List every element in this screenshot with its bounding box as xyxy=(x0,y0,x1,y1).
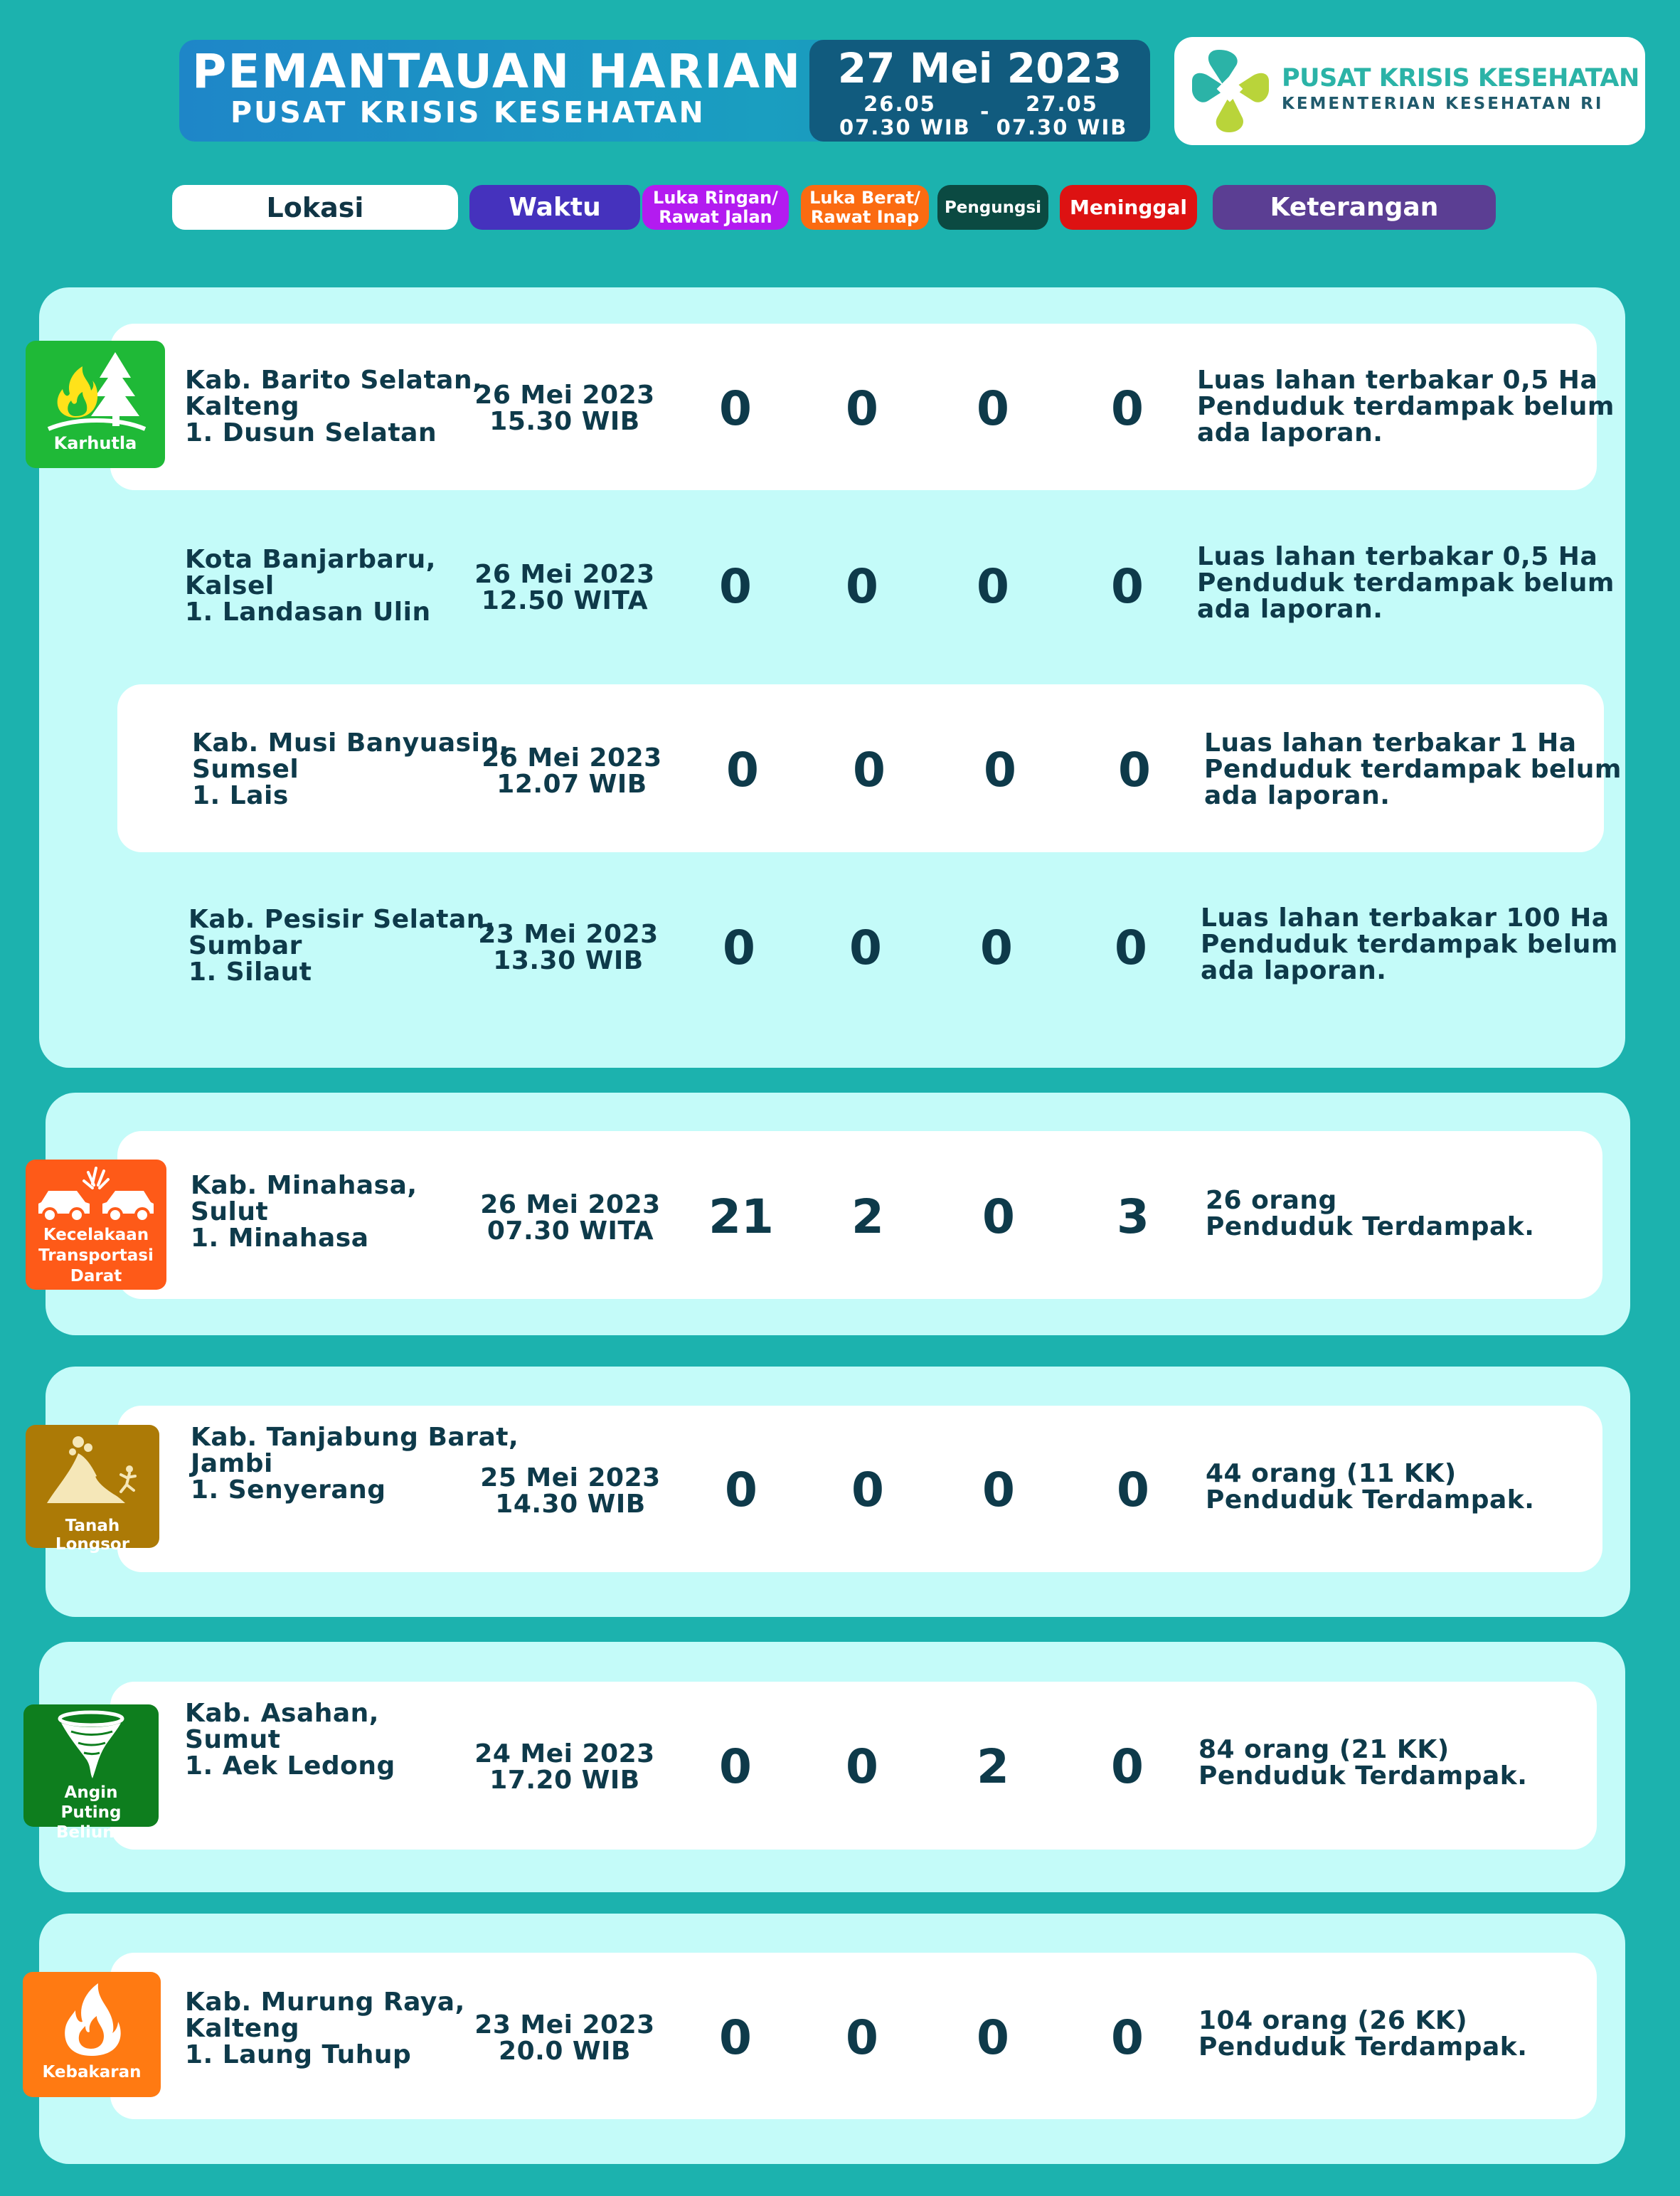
date-value: 23 Mei 2023 xyxy=(478,920,659,949)
location-line2: Sumbar xyxy=(188,931,302,960)
tornado-icon xyxy=(55,1710,127,1781)
range-end-time: 07.30 WIB xyxy=(996,115,1128,139)
meninggal-value: 0 xyxy=(1115,921,1147,975)
location-line3: 1. Dusun Selatan xyxy=(185,418,437,447)
row-location xyxy=(185,367,482,446)
range-separator: - xyxy=(980,100,989,124)
page-title: PEMANTAUAN HARIAN xyxy=(192,44,802,99)
location-line3: 1. Silaut xyxy=(188,958,312,987)
range-start-date: 26.05 xyxy=(863,92,936,116)
location-line2: Kalteng xyxy=(185,392,300,421)
luka-ringan-value: 0 xyxy=(726,743,759,797)
row-location xyxy=(185,1700,395,1779)
time-value: 17.20 WIB xyxy=(489,1766,640,1795)
meninggal-value: 0 xyxy=(1111,2010,1144,2065)
luka-ringan-value: 0 xyxy=(725,1463,757,1517)
keterangan-line2: Penduduk terdampak belum xyxy=(1204,755,1622,784)
keterangan-line1: 26 orang xyxy=(1206,1186,1337,1215)
row-time xyxy=(471,1465,670,1517)
logo-subtitle: KEMENTERIAN KESEHATAN RI xyxy=(1282,95,1604,113)
meninggal-value: 0 xyxy=(1111,381,1144,436)
date-value: 25 Mei 2023 xyxy=(480,1463,661,1492)
location-line2: Jambi xyxy=(191,1449,273,1478)
location-line1: Kab. Barito Selatan, xyxy=(185,366,483,395)
keterangan-line3: ada laporan. xyxy=(1197,418,1383,447)
row-keterangan xyxy=(1206,1187,1534,1240)
row-keterangan xyxy=(1197,367,1615,446)
keterangan-line1: Luas lahan terbakar 0,5 Ha xyxy=(1197,542,1598,571)
category-kebakaran xyxy=(23,1972,161,2097)
keterangan-line2: Penduduk Terdampak. xyxy=(1206,1212,1535,1241)
col-header-luka-ringan-line2: Rawat Jalan xyxy=(659,206,772,227)
row-time xyxy=(465,382,664,435)
location-line1: Kab. Minahasa, xyxy=(191,1171,418,1200)
location-line3: 1. Aek Ledong xyxy=(185,1751,395,1781)
row-keterangan xyxy=(1198,2007,1527,2060)
category-karhutla xyxy=(26,341,165,468)
location-line3: 1. Lais xyxy=(192,781,289,810)
range-start-time: 07.30 WIB xyxy=(839,115,971,139)
meninggal-value: 0 xyxy=(1111,1739,1144,1794)
row-location xyxy=(185,546,436,625)
row-location xyxy=(185,1989,465,2068)
keterangan-line2: Penduduk terdampak belum xyxy=(1201,930,1618,959)
keterangan-line1: 44 orang (11 KK) xyxy=(1206,1459,1457,1488)
pengungsi-value: 0 xyxy=(977,381,1009,436)
cross-logo-icon xyxy=(1186,44,1275,138)
time-value: 07.30 WITA xyxy=(487,1216,654,1246)
pengungsi-value: 0 xyxy=(982,1189,1015,1244)
col-header-luka-berat xyxy=(801,185,929,230)
row-keterangan xyxy=(1206,1460,1534,1513)
keterangan-line2: Penduduk Terdampak. xyxy=(1198,1761,1528,1791)
row-keterangan xyxy=(1204,730,1622,809)
luka-berat-value: 0 xyxy=(849,921,882,975)
col-header-lokasi: Lokasi xyxy=(172,185,458,230)
location-line1: Kota Banjarbaru, xyxy=(185,545,436,574)
page-subtitle: PUSAT KRISIS KESEHATAN xyxy=(230,95,706,129)
col-header-luka-berat-line1: Luka Berat/ xyxy=(809,187,920,208)
row-time xyxy=(472,745,671,797)
category-label: Kebakaran xyxy=(42,2063,142,2081)
luka-ringan-value: 0 xyxy=(719,559,752,614)
meninggal-value: 0 xyxy=(1118,743,1151,797)
category-longsor xyxy=(26,1425,159,1554)
category-label: Karhutla xyxy=(53,433,137,453)
category-angin xyxy=(23,1704,159,1842)
luka-ringan-value: 0 xyxy=(719,1739,752,1794)
keterangan-line1: 104 orang (26 KK) xyxy=(1198,2006,1468,2035)
row-time xyxy=(465,2012,664,2064)
meninggal-value: 0 xyxy=(1117,1463,1149,1517)
time-value: 13.30 WIB xyxy=(493,946,644,975)
col-header-luka-ringan xyxy=(642,185,789,230)
col-header-luka-berat-line2: Rawat Inap xyxy=(810,206,920,227)
forest-fire-icon xyxy=(47,349,147,433)
car-crash-icon xyxy=(36,1167,156,1226)
pengungsi-value: 2 xyxy=(977,1739,1009,1794)
location-line1: Kab. Murung Raya, xyxy=(185,1988,465,2017)
location-line3: 1. Senyerang xyxy=(191,1475,386,1505)
luka-ringan-value: 0 xyxy=(719,381,752,436)
col-header-keterangan: Keterangan xyxy=(1213,185,1496,230)
range-end-date: 27.05 xyxy=(1026,92,1098,116)
range-end xyxy=(994,92,1129,139)
location-line2: Sumsel xyxy=(192,755,299,784)
category-kecelakaan xyxy=(26,1160,166,1290)
row-keterangan xyxy=(1197,543,1615,622)
luka-berat-value: 0 xyxy=(846,2010,878,2065)
date-value: 26 Mei 2023 xyxy=(480,1190,661,1219)
luka-ringan-value: 21 xyxy=(708,1189,774,1244)
location-line2: Kalteng xyxy=(185,2014,300,2043)
luka-berat-value: 0 xyxy=(853,743,886,797)
location-line2: Sumut xyxy=(185,1725,281,1754)
category-label xyxy=(23,1783,159,1842)
category-label-line1: Kecelakaan xyxy=(43,1226,149,1244)
luka-berat-value: 2 xyxy=(851,1189,884,1244)
location-line2: Sulut xyxy=(191,1197,269,1226)
keterangan-line3: ada laporan. xyxy=(1197,595,1383,624)
row-time xyxy=(471,1192,670,1244)
time-value: 15.30 WIB xyxy=(489,407,640,436)
category-label-line1: Angin xyxy=(64,1783,118,1802)
keterangan-line1: Luas lahan terbakar 1 Ha xyxy=(1204,728,1577,758)
date-value: 26 Mei 2023 xyxy=(474,560,655,589)
keterangan-line1: Luas lahan terbakar 0,5 Ha xyxy=(1197,366,1598,395)
meninggal-value: 3 xyxy=(1117,1189,1149,1244)
time-value: 12.07 WIB xyxy=(496,770,647,799)
category-label-line2: Puting Beliung xyxy=(55,1803,127,1842)
pengungsi-value: 0 xyxy=(982,1463,1015,1517)
row-keterangan xyxy=(1198,1736,1527,1789)
luka-berat-value: 0 xyxy=(846,559,878,614)
row-location xyxy=(188,906,495,985)
location-line1: Kab. Asahan, xyxy=(185,1699,379,1728)
date-value: 23 Mei 2023 xyxy=(474,2010,655,2039)
row-time xyxy=(465,561,664,614)
category-label-line2: Transportasi xyxy=(38,1246,154,1265)
row-keterangan xyxy=(1201,905,1618,984)
landslide-icon xyxy=(43,1432,144,1510)
location-line1: Kab. Musi Banyuasin, xyxy=(192,728,509,758)
row-location xyxy=(191,1424,519,1503)
keterangan-line2: Penduduk Terdampak. xyxy=(1206,1485,1535,1515)
time-value: 14.30 WIB xyxy=(495,1490,646,1519)
report-date: 27 Mei 2023 xyxy=(837,44,1122,92)
keterangan-line2: Penduduk terdampak belum xyxy=(1197,392,1615,421)
pengungsi-value: 0 xyxy=(977,2010,1009,2065)
row-location xyxy=(192,730,509,809)
location-line1: Kab. Tanjabung Barat, xyxy=(191,1423,519,1452)
time-value: 12.50 WITA xyxy=(481,586,649,615)
category-label-line3: Darat xyxy=(70,1267,122,1285)
time-value: 20.0 WIB xyxy=(499,2037,631,2066)
keterangan-line3: ada laporan. xyxy=(1204,781,1391,810)
luka-berat-value: 0 xyxy=(851,1463,884,1517)
luka-berat-value: 0 xyxy=(846,1739,878,1794)
pengungsi-value: 0 xyxy=(977,559,1009,614)
category-label: Tanah Longsor xyxy=(55,1517,130,1554)
location-line3: 1. Minahasa xyxy=(191,1224,369,1253)
logo-title: PUSAT KRISIS KESEHATAN xyxy=(1282,64,1639,92)
keterangan-line1: Luas lahan terbakar 100 Ha xyxy=(1201,903,1610,933)
keterangan-line2: Penduduk terdampak belum xyxy=(1197,568,1615,598)
fire-icon xyxy=(60,1980,124,2059)
col-header-waktu: Waktu xyxy=(469,185,640,230)
keterangan-line3: ada laporan. xyxy=(1201,956,1387,985)
pengungsi-value: 0 xyxy=(984,743,1016,797)
location-line1: Kab. Pesisir Selatan, xyxy=(188,905,496,934)
col-header-meninggal: Meninggal xyxy=(1060,185,1197,230)
location-line3: 1. Laung Tuhup xyxy=(185,2040,412,2069)
date-value: 26 Mei 2023 xyxy=(474,381,655,410)
pengungsi-value: 0 xyxy=(980,921,1013,975)
luka-berat-value: 0 xyxy=(846,381,878,436)
keterangan-line1: 84 orang (21 KK) xyxy=(1198,1735,1450,1764)
keterangan-line2: Penduduk Terdampak. xyxy=(1198,2032,1528,2062)
location-line3: 1. Landasan Ulin xyxy=(185,598,431,627)
row-time xyxy=(465,1741,664,1793)
luka-ringan-value: 0 xyxy=(723,921,755,975)
col-header-luka-ringan-line1: Luka Ringan/ xyxy=(653,187,778,208)
row-time xyxy=(469,921,668,974)
location-line2: Kalsel xyxy=(185,571,275,600)
date-value: 24 Mei 2023 xyxy=(474,1739,655,1768)
luka-ringan-value: 0 xyxy=(719,2010,752,2065)
meninggal-value: 0 xyxy=(1111,559,1144,614)
date-value: 26 Mei 2023 xyxy=(482,743,662,773)
category-label xyxy=(26,1225,166,1287)
col-header-pengungsi: Pengungsi xyxy=(937,185,1048,230)
range-start xyxy=(839,92,971,139)
row-location xyxy=(191,1172,418,1251)
